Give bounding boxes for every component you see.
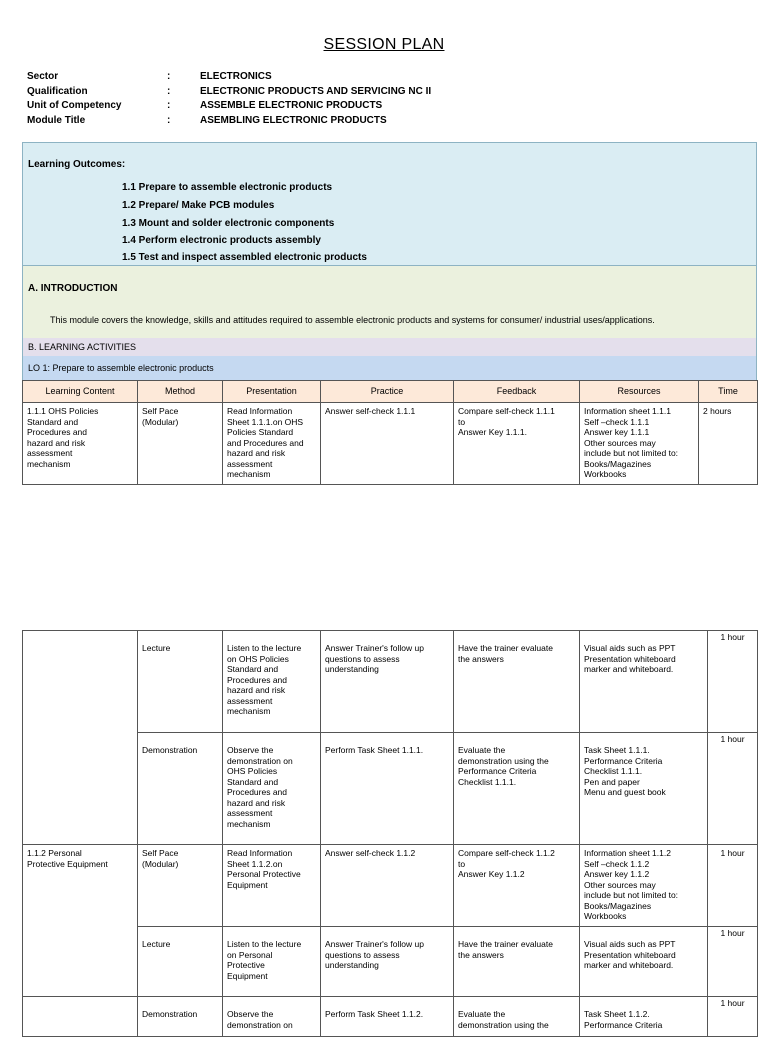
- column-header: Learning Content: [23, 381, 138, 403]
- meta-row-unit: [27, 99, 431, 114]
- cell-resources: Information sheet 1.1.2 Self –check 1.1.2 Answer key 1.1.2 Other sources may include but not limited to: Books/Magazines Workbooks: [580, 845, 708, 927]
- cell-method: Lecture: [138, 927, 223, 997]
- cell-time: 2 hours: [699, 403, 758, 485]
- cell-method: Demonstration: [138, 997, 223, 1037]
- meta-value: ELECTRONICS: [200, 71, 272, 82]
- cell-method: Self Pace (Modular): [138, 845, 223, 927]
- cell-method: Self Pace (Modular): [138, 403, 223, 485]
- cell-presentation: Observe the demonstration on: [223, 997, 321, 1037]
- column-header: Resources: [580, 381, 699, 403]
- table-row: [23, 845, 758, 927]
- cell-time: 1 hour: [708, 631, 758, 733]
- outcome-item: 1.4 Perform electronic products assembly: [122, 235, 321, 246]
- cell-feedback: Have the trainer evaluate the answers: [454, 631, 580, 733]
- cell-time: 1 hour: [708, 733, 758, 845]
- cell-resources: Task Sheet 1.1.1. Performance Criteria Checklist 1.1.1. Pen and paper Menu and guest book: [580, 733, 708, 845]
- page-title: SESSION PLAN: [323, 36, 445, 53]
- lo1-heading: LO 1: Prepare to assemble electronic products: [22, 356, 757, 380]
- cell-presentation: Listen to the lecture on OHS Policies Standard and Procedures and hazard and risk assessment mechanism: [223, 631, 321, 733]
- cell-feedback: Compare self-check 1.1.1 to Answer Key 1.1.1.: [454, 403, 580, 485]
- cell-resources: Visual aids such as PPT Presentation whiteboard marker and whiteboard.: [580, 927, 708, 997]
- meta-value: ASSEMBLE ELECTRONIC PRODUCTS: [200, 100, 383, 111]
- meta-colon: :: [167, 100, 171, 111]
- cell-presentation: Listen to the lecture on Personal Protective Equipment: [223, 927, 321, 997]
- learning-outcomes-box: [22, 142, 757, 266]
- column-header: Feedback: [454, 381, 580, 403]
- session-plan-table-continued: [22, 630, 758, 1037]
- table-row: [23, 631, 758, 733]
- cell-content: 1.1.1 OHS Policies Standard and Procedures and hazard and risk assessment mechanism: [23, 403, 138, 485]
- cell-practice: Answer Trainer's follow up questions to assess understanding: [321, 631, 454, 733]
- meta-colon: :: [167, 85, 171, 97]
- column-header: Presentation: [223, 381, 321, 403]
- cell-content: [23, 631, 138, 845]
- learning-activities-heading: B. LEARNING ACTIVITIES: [22, 338, 757, 356]
- session-plan-table-lo1: [22, 380, 758, 485]
- outcome-item: 1.5 Test and inspect assembled electronic products: [122, 252, 367, 263]
- cell-practice: Answer self-check 1.1.1: [321, 403, 454, 485]
- cell-feedback: Have the trainer evaluate the answers: [454, 927, 580, 997]
- cell-time: 1 hour: [708, 997, 758, 1037]
- cell-resources: Visual aids such as PPT Presentation whiteboard marker and whiteboard.: [580, 631, 708, 733]
- cell-feedback: Evaluate the demonstration using the: [454, 997, 580, 1037]
- outcome-item: 1.1 Prepare to assemble electronic products: [122, 182, 333, 193]
- cell-resources: Information sheet 1.1.1 Self –check 1.1.1 Answer key 1.1.1 Other sources may include but not limited to: Books/Magazines Workbooks: [580, 403, 699, 485]
- meta-label: Unit of Competency: [27, 100, 122, 111]
- outcome-item: 1.3 Mount and solder electronic components: [122, 218, 335, 229]
- column-header: Time: [699, 381, 758, 403]
- table-row: [23, 403, 758, 485]
- cell-method: Lecture: [138, 631, 223, 733]
- cell-resources: Task Sheet 1.1.2. Performance Criteria: [580, 997, 708, 1037]
- meta-label: Qualification: [27, 85, 88, 97]
- column-header: Method: [138, 381, 223, 403]
- cell-time: 1 hour: [708, 845, 758, 927]
- cell-practice: Perform Task Sheet 1.1.1.: [321, 733, 454, 845]
- cell-presentation: Read Information Sheet 1.1.1.on OHS Policies Standard and Procedures and hazard and risk assessment mechanism: [223, 403, 321, 485]
- column-header: Practice: [321, 381, 454, 403]
- meta-colon: :: [167, 71, 171, 82]
- cell-content: 1.1.2 Personal Protective Equipment: [23, 845, 138, 997]
- introduction-title: A. INTRODUCTION: [28, 283, 118, 294]
- learning-outcomes-title: Learning Outcomes:: [28, 159, 126, 170]
- meta-colon: :: [167, 114, 171, 126]
- meta-row-qualification: [27, 85, 431, 100]
- cell-practice: Answer self-check 1.1.2: [321, 845, 454, 927]
- cell-presentation: Read Information Sheet 1.1.2.on Personal Protective Equipment: [223, 845, 321, 927]
- cell-method: Demonstration: [138, 733, 223, 845]
- table-header-row: [23, 381, 758, 403]
- cell-feedback: Evaluate the demonstration using the Performance Criteria Checklist 1.1.1.: [454, 733, 580, 845]
- cell-feedback: Compare self-check 1.1.2 to Answer Key 1.1.2: [454, 845, 580, 927]
- cell-presentation: Observe the demonstration on OHS Policies Standard and Procedures and hazard and risk assessment mechanism: [223, 733, 321, 845]
- meta-value: ELECTRONIC PRODUCTS AND SERVICING NC II: [200, 85, 432, 97]
- meta-block: [27, 70, 431, 128]
- introduction-text: This module covers the knowledge, skills and attitudes required to assemble electronic products and systems for consumer/ industrial uses/applications.: [50, 315, 655, 325]
- meta-row-sector: [27, 70, 431, 85]
- meta-label: Sector: [27, 71, 59, 82]
- cell-practice: Answer Trainer's follow up questions to assess understanding: [321, 927, 454, 997]
- cell-content: [23, 997, 138, 1037]
- introduction-section: [22, 266, 757, 338]
- cell-time: 1 hour: [708, 927, 758, 997]
- meta-row-module: [27, 114, 431, 129]
- meta-label: Module Title: [27, 114, 86, 126]
- cell-practice: Perform Task Sheet 1.1.2.: [321, 997, 454, 1037]
- meta-value: ASEMBLING ELECTRONIC PRODUCTS: [200, 114, 387, 126]
- table-row: [23, 997, 758, 1037]
- outcome-item: 1.2 Prepare/ Make PCB modules: [122, 200, 275, 211]
